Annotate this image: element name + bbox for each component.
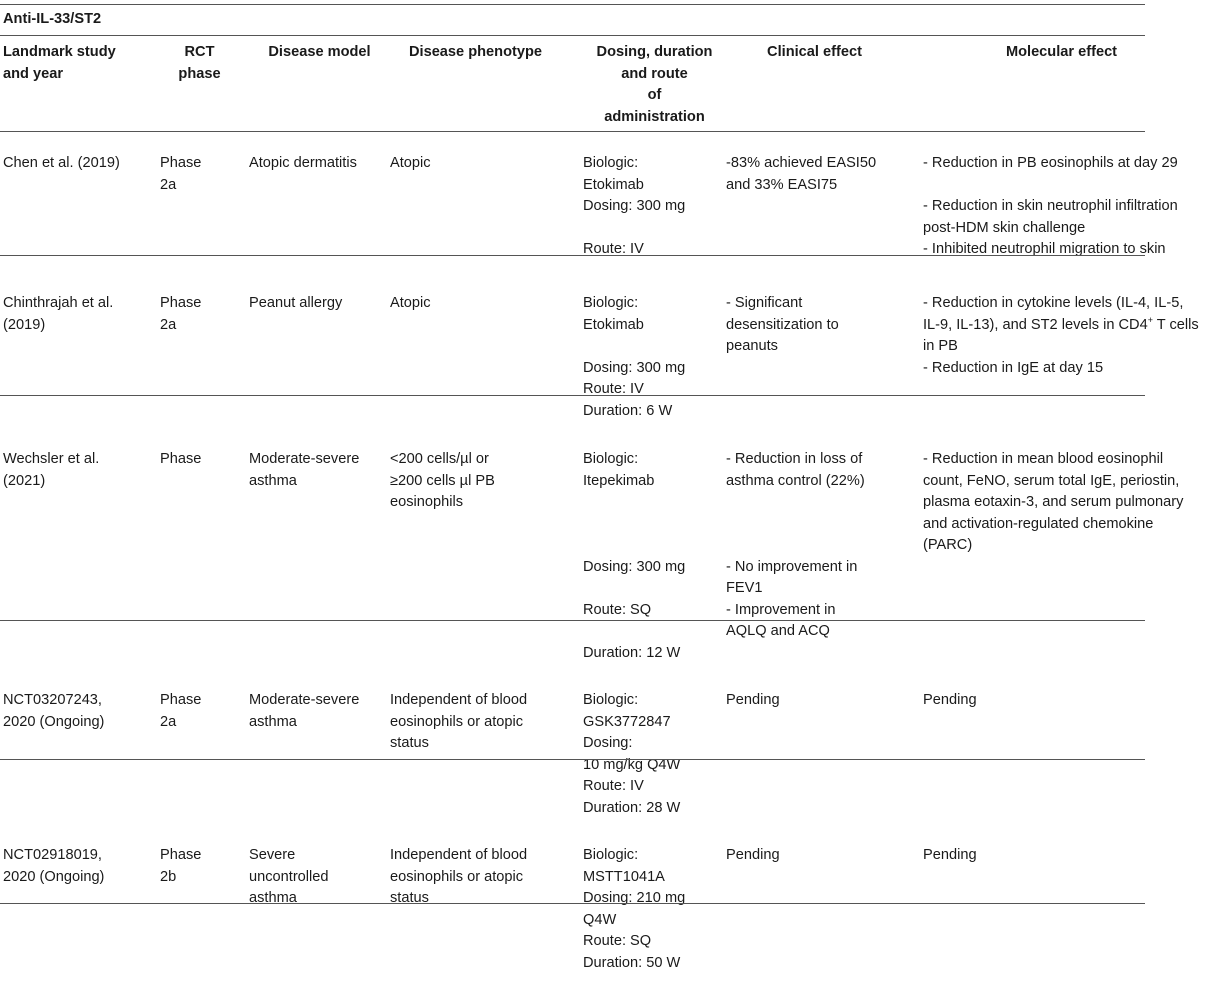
- cell-molecular: Pending: [923, 692, 977, 708]
- cell-study: NCT03207243, 2020 (Ongoing): [3, 692, 105, 730]
- cell-model: Atopic dermatitis: [249, 155, 357, 171]
- bottom-rule: [0, 903, 1145, 904]
- cell-clinical: -83% achieved EASI50 and 33% EASI75: [726, 155, 877, 193]
- header-molecular: Molecular effect: [1005, 44, 1118, 60]
- cell-study: Chen et al. (2019): [3, 155, 120, 171]
- cell-molecular: Pending: [923, 847, 977, 863]
- row-divider: [0, 759, 1145, 760]
- header-rule: [0, 131, 1145, 132]
- cell-dosing: Biologic: GSK3772847 Dosing: 10 mg/kg Q4W Route: IV Duration: 28 W: [583, 692, 681, 816]
- cell-phenotype: Independent of blood eosinophils or atopic status: [390, 847, 528, 906]
- cell-dosing: Biologic: MSTT1041A Dosing: 210 mg Q4W Route: SQ Duration: 50 W: [583, 847, 686, 971]
- cell-clinical: Pending: [726, 847, 780, 863]
- cell-model: Peanut allergy: [249, 295, 343, 311]
- cell-study: NCT02918019, 2020 (Ongoing): [3, 847, 105, 885]
- cell-phenotype: Atopic: [390, 295, 431, 311]
- table-row: [0, 433, 1214, 674]
- header-row: [0, 36, 1214, 137]
- cell-phenotype: <200 cells/µl or ≥200 cells µl PB eosinophils: [390, 451, 495, 510]
- table-row: [0, 137, 1214, 277]
- top-rule: [0, 4, 1145, 5]
- cell-clinical: Pending: [726, 692, 780, 708]
- header-model: Disease model: [268, 44, 371, 60]
- cell-phase: Phase 2b: [160, 847, 202, 885]
- header-study: Landmark study and year: [3, 44, 116, 82]
- cell-phase: Phase 2a: [160, 692, 202, 730]
- row-divider: [0, 255, 1145, 256]
- cell-molecular: - Reduction in cytokine levels (IL-4, IL-5, IL-9, IL-13), and ST2 levels in CD4+ T cells in PB - Reduction in IgE at day 15: [923, 295, 1199, 376]
- cell-phase: Phase 2a: [160, 155, 202, 193]
- row-divider: [0, 395, 1145, 396]
- cell-model: Severe uncontrolled asthma: [249, 847, 329, 906]
- table-row: [0, 829, 1214, 989]
- cell-molecular: - Reduction in PB eosinophils at day 29 - Reduction in skin neutrophil infiltration post-HDM skin challenge - Inhibited neutrophil migration to skin: [923, 155, 1178, 257]
- cell-model: Moderate-severe asthma: [249, 451, 360, 489]
- header-phase: RCT phase: [178, 44, 221, 82]
- header-phenotype: Disease phenotype: [408, 44, 542, 60]
- cell-model: Moderate-severe asthma: [249, 692, 360, 730]
- cell-dosing: Biologic: Etokimab Dosing: 300 mg Route: IV: [583, 155, 686, 257]
- cell-dosing: Biologic: Itepekimab Dosing: 300 mg Route: SQ Duration: 12 W: [583, 451, 686, 661]
- table-row: [0, 674, 1214, 829]
- header-dosing: Dosing, duration and route of administration: [596, 44, 713, 125]
- cell-study: Chinthrajah et al. (2019): [3, 295, 114, 333]
- cell-study: Wechsler et al. (2021): [3, 451, 100, 489]
- data-table: [0, 36, 1214, 989]
- cell-phase: Phase 2a: [160, 295, 202, 333]
- cell-molecular: - Reduction in mean blood eosinophil count, FeNO, serum total IgE, periostin, plasma eotaxin-3, and serum pulmonary and activation-regulated chemokine (PARC): [923, 451, 1184, 553]
- cell-phenotype: Independent of blood eosinophils or atopic status: [390, 692, 528, 751]
- cell-phenotype: Atopic: [390, 155, 431, 171]
- cell-phase: Phase: [160, 451, 202, 467]
- table-title: Anti-IL-33/ST2: [3, 11, 102, 27]
- cell-clinical: - Reduction in loss of asthma control (22%) - No improvement in FEV1 - Improvement in AQLQ and ACQ: [726, 451, 865, 639]
- row-divider: [0, 620, 1145, 621]
- table-row: [0, 277, 1214, 433]
- header-clinical: Clinical effect: [767, 44, 862, 60]
- cell-clinical: - Significant desensitization to peanuts: [726, 295, 839, 354]
- cell-dosing: Biologic: Etokimab Dosing: 300 mg Route: IV Duration: 6 W: [583, 295, 686, 419]
